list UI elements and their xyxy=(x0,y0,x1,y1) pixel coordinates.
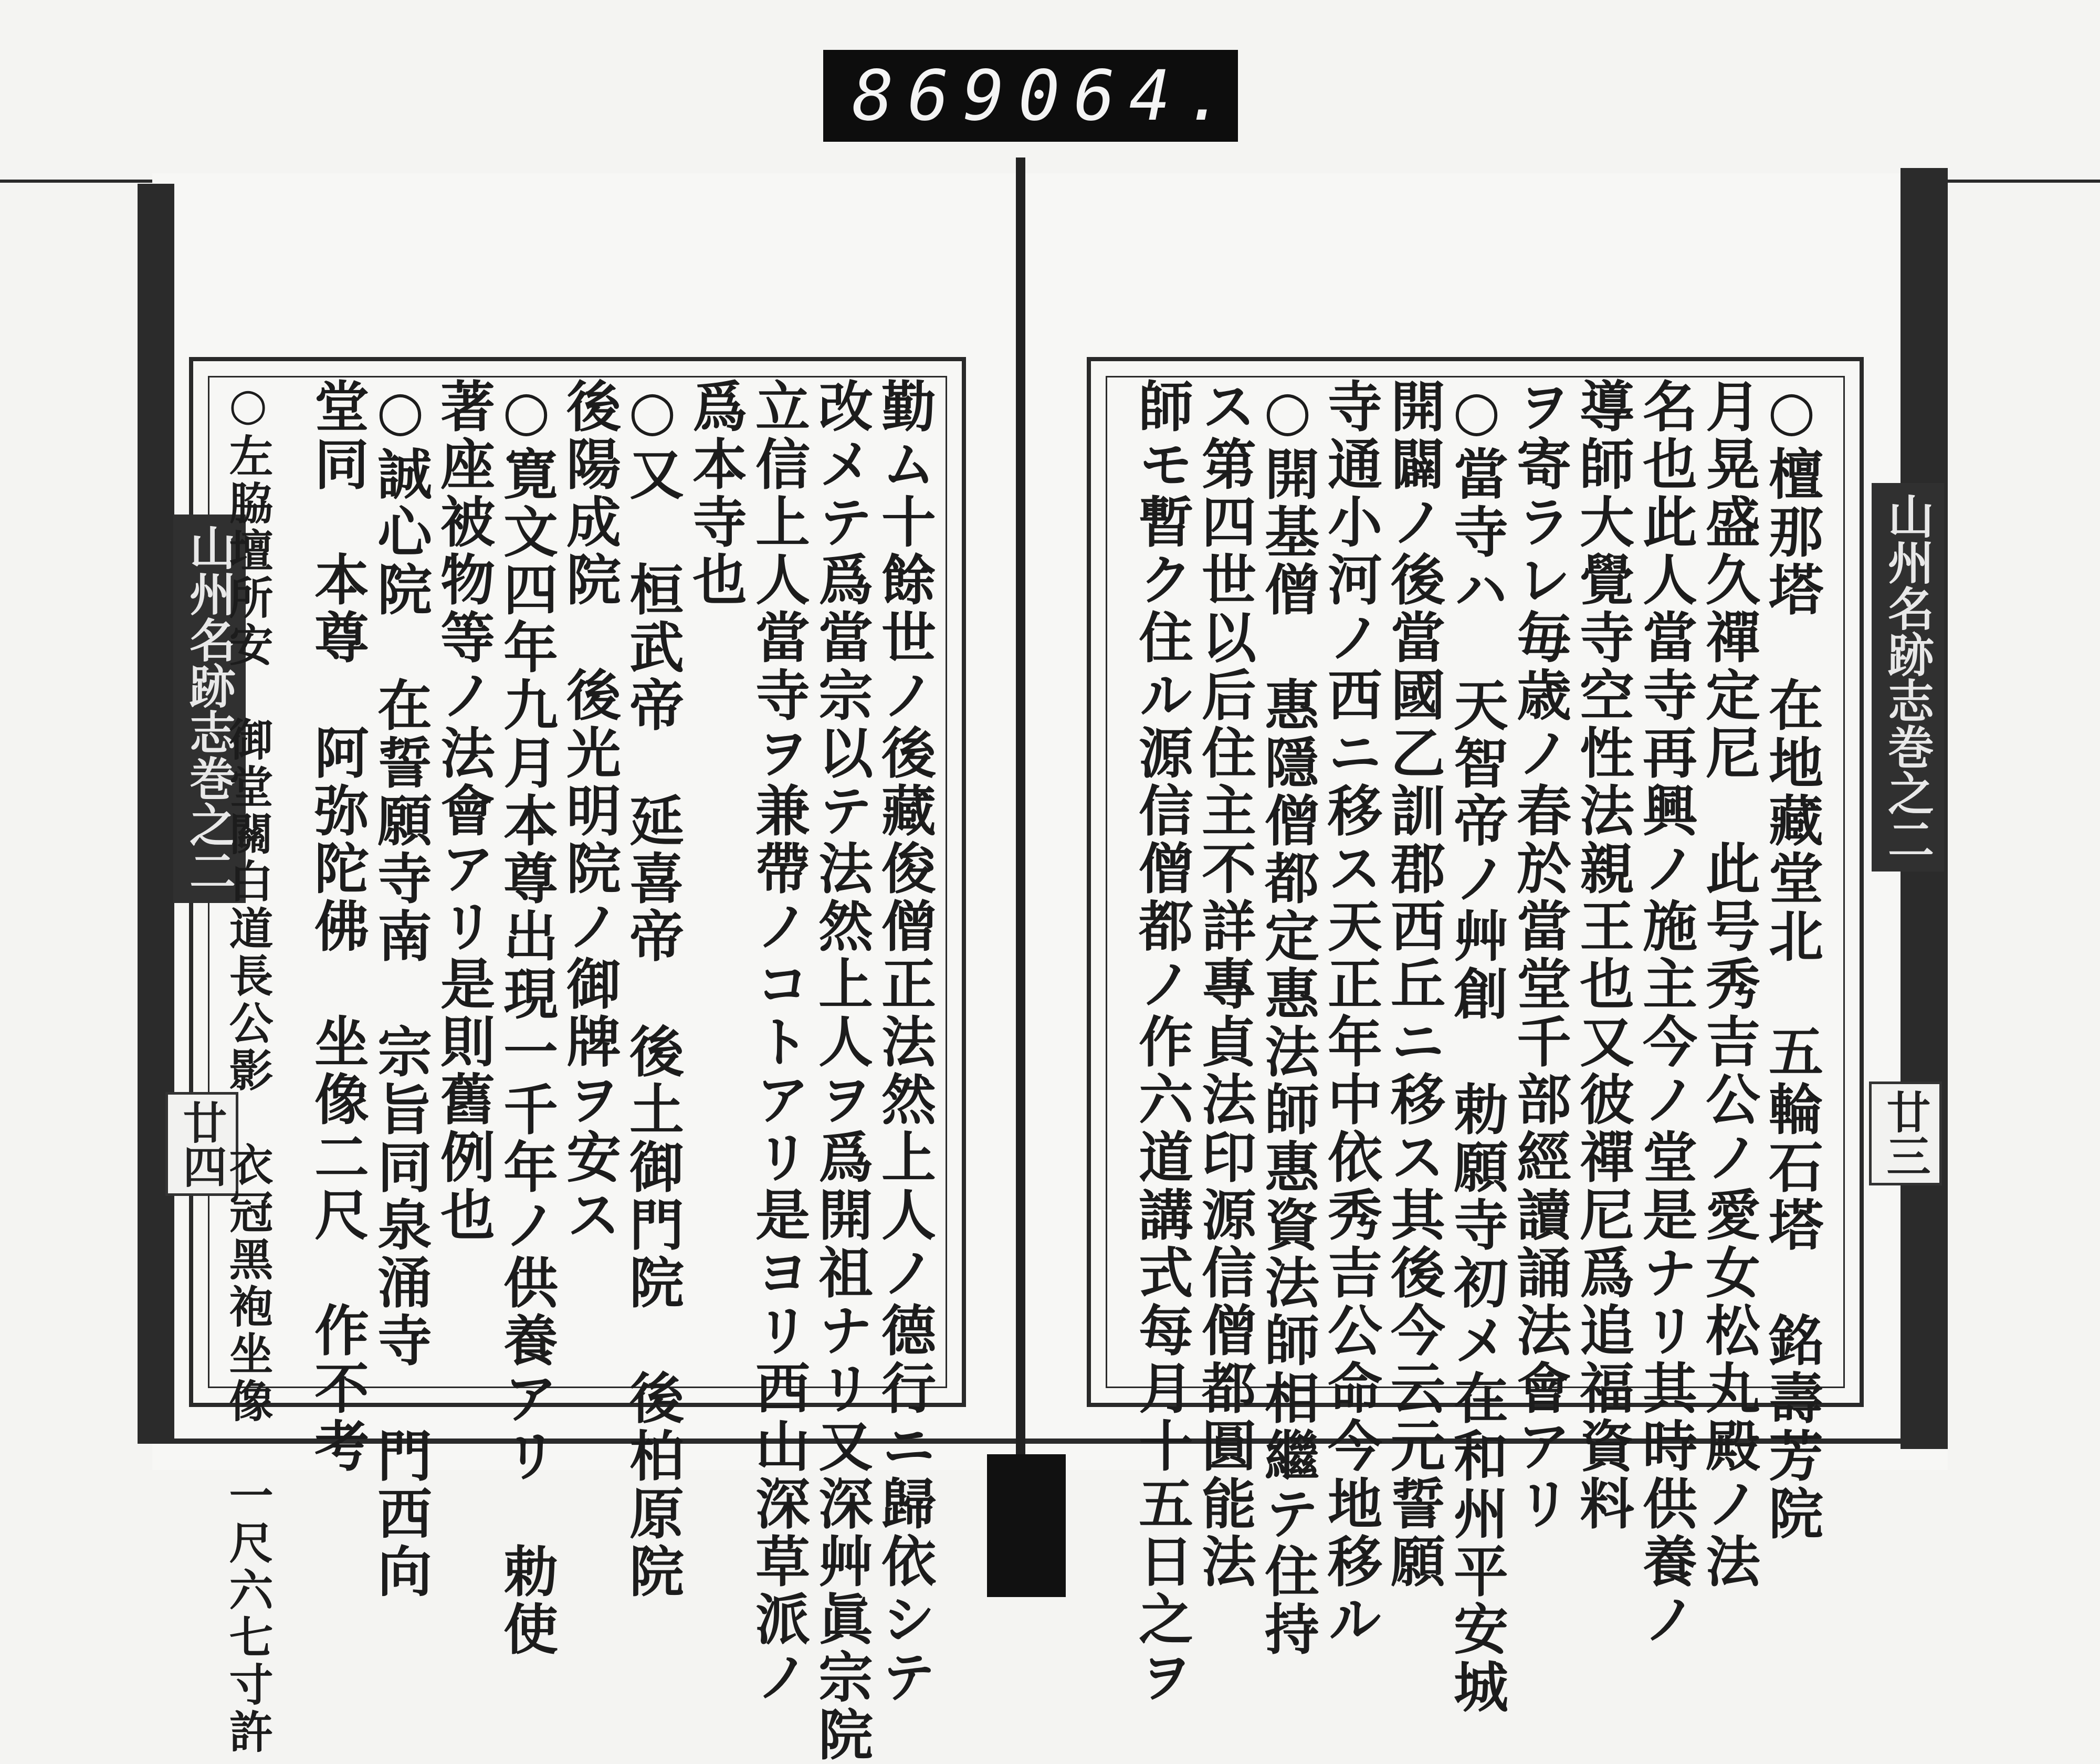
text-line: 勤ム十餘世ノ後藏俊僧正法然上人ノ德行ニ歸依シテ xyxy=(872,378,937,1706)
right-page-header: 山州名跡志巻之二 xyxy=(1872,483,1944,872)
text-line: 寺通小河ノ西ニ移ス天正年中依秀吉公命今地移ル xyxy=(1318,378,1383,1648)
text-line: 著座被物等ノ法會アリ是則舊例也 xyxy=(431,378,496,1244)
left-page-folio: 廿四 xyxy=(165,1092,238,1196)
text-line: 立信上人當寺ヲ兼帶ノコトアリ是ヨリ西山深草派ノ xyxy=(746,378,811,1706)
book-spine xyxy=(1016,158,1025,1460)
left-page-header: 山州名跡志巻之二 xyxy=(173,514,246,903)
text-line: ○檀那塔 在地藏堂北 五輪石塔 銘壽芳院 xyxy=(1759,378,1824,1543)
text-line: 後陽成院 後光明院ノ御牌ヲ安ス xyxy=(557,378,622,1244)
text-line: 堂同 本尊 阿弥陀佛 坐像二尺 作不考 xyxy=(305,378,370,1475)
microfilm-frame-label xyxy=(823,50,1238,142)
text-line: 開闢ノ後當國乙訓郡西丘ニ移ス其後今云元誓願 xyxy=(1381,378,1446,1591)
text-line: ○寛文四年九月本尊出現一千年ノ供養アリ 勅使 xyxy=(494,378,559,1658)
film-rule-right xyxy=(1932,180,2100,183)
text-line: ス第四世以后住主不詳專貞法印源信僧都圓能法 xyxy=(1192,378,1257,1591)
text-line: ○左脇壇所安 御堂關白道長公影 衣冠黑袍坐像 一尺六七寸許 xyxy=(222,378,274,1756)
text-line: 爲本寺也 xyxy=(683,378,748,609)
text-line: ○當寺ハ 天智帝ノ艸創 勅願寺初メ在和州平安城 xyxy=(1444,378,1509,1716)
text-line: 導師大覺寺空性法親王也又彼禪尼爲追福資料 xyxy=(1570,378,1635,1533)
right-page-folio: 廿三 xyxy=(1869,1082,1942,1185)
text-line: 改メテ爲當宗以テ法然上人ヲ爲開祖ナリ又深艸眞宗院 xyxy=(809,378,874,1764)
text-line: 名也此人當寺再興ノ施主今ノ堂是ナリ其時供養ノ xyxy=(1633,378,1698,1648)
spine-shadow xyxy=(987,1454,1066,1597)
text-line: ヲ寄ラレ毎歳ノ春於當堂千部經讀誦法會アリ xyxy=(1507,378,1572,1533)
text-line: 師モ暫ク住ル源信僧都ノ作六道講式每月十五日之ヲ xyxy=(1129,378,1194,1706)
text-line: ○又 桓武帝 延喜帝 後土御門院 後柏原院 xyxy=(620,378,685,1601)
text-line: ○開基僧 惠隱僧都定惠法師惠資法師相繼テ住持 xyxy=(1255,378,1320,1658)
text-line: 月晃盛久禪定尼 此号秀吉公ノ愛女松丸殿ノ法 xyxy=(1696,378,1761,1591)
film-rule-left xyxy=(0,180,158,183)
text-line: ○誠心院 在誓願寺南 宗旨同泉涌寺 門西向 xyxy=(368,378,433,1601)
reel-number: 869 xyxy=(852,55,1018,136)
frame-number: 064. xyxy=(1018,55,1240,136)
left-page-edge xyxy=(138,184,174,1444)
